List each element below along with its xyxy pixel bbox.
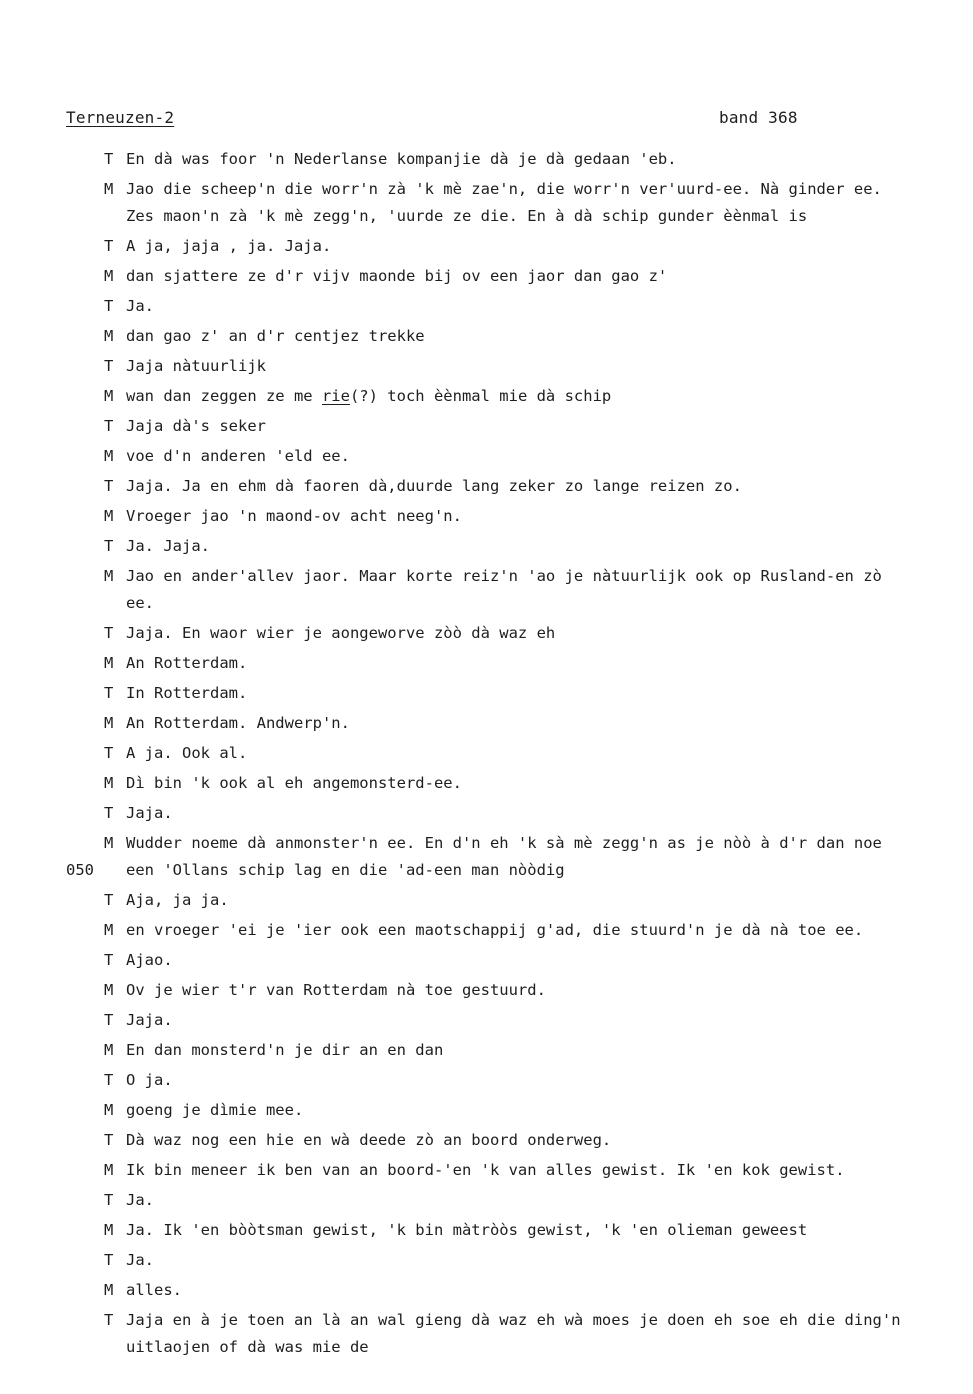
speaker-label: T [104, 150, 114, 168]
transcript-line [0, 357, 973, 387]
speaker-label: M [104, 981, 114, 999]
speaker-label: T [104, 951, 114, 969]
speaker-label: M [104, 654, 114, 672]
utterance-continuation: uitlaojen of dà was mie de [126, 1338, 369, 1356]
utterance-text: goeng je dìmie mee. [126, 1101, 304, 1119]
transcript-line [0, 951, 973, 981]
speaker-label: M [104, 714, 114, 732]
utterance-text: O ja. [126, 1071, 173, 1089]
utterance-text: Jaja. [126, 804, 173, 822]
transcript-line [0, 1221, 973, 1251]
speaker-label: M [104, 921, 114, 939]
utterance-text: A ja, jaja , ja. Jaja. [126, 237, 332, 255]
speaker-label: M [104, 327, 114, 345]
utterance-segment: wan dan zeggen ze me [126, 387, 322, 405]
transcript-line [0, 180, 973, 237]
transcript-line [0, 297, 973, 327]
transcript-line [0, 477, 973, 507]
utterance-text: Ov je wier t'r van Rotterdam nà toe gestuurd. [126, 981, 546, 999]
utterance-text: Jao en ander'allev jaor. Maar korte reiz'n 'ao je nàtuurlijk ook op Rusland-en zò [126, 567, 882, 585]
transcript-line [0, 1191, 973, 1221]
speaker-label: T [104, 537, 114, 555]
document-title: Terneuzen-2 [66, 108, 175, 127]
speaker-label: T [104, 1071, 114, 1089]
transcript-line [0, 981, 973, 1011]
utterance-text: En dan monsterd'n je dir an en dan [126, 1041, 444, 1059]
transcript-line [0, 567, 973, 624]
speaker-label: T [104, 1251, 114, 1269]
transcript-line [0, 891, 973, 921]
transcript-line [0, 1071, 973, 1101]
utterance-text: voe d'n anderen 'eld ee. [126, 447, 350, 465]
transcript-line [0, 744, 973, 774]
transcript-line [0, 150, 973, 180]
utterance-text: Jao die scheep'n die worr'n zà 'k mè zae'n, die worr'n ver'uurd-ee. Nà ginder ee. [126, 180, 882, 198]
utterance-text: Ja. Jaja. [126, 537, 210, 555]
utterance-text: En dà was foor 'n Nederlanse kompanjie dà je dà gedaan 'eb. [126, 150, 677, 168]
speaker-label: T [104, 1311, 114, 1329]
utterance-text: dan sjattere ze d'r vijv maonde bij ov een jaor dan gao z' [126, 267, 668, 285]
transcript-line [0, 1281, 973, 1311]
transcript-line [0, 417, 973, 447]
transcript-line [0, 327, 973, 357]
speaker-label: M [104, 1221, 114, 1239]
transcript-line [0, 774, 973, 804]
utterance-continuation: een 'Ollans schip lag en die 'ad-een man nòòdig [126, 861, 565, 879]
speaker-label: T [104, 237, 114, 255]
speaker-label: T [104, 297, 114, 315]
utterance-text: Dì bin 'k ook al eh angemonsterd-ee. [126, 774, 462, 792]
utterance-text [126, 387, 611, 405]
speaker-label: M [104, 1041, 114, 1059]
utterance-text: A ja. Ook al. [126, 744, 248, 762]
transcript-line [0, 921, 973, 951]
utterance-text: Jaja. Ja en ehm dà faoren dà,duurde lang zeker zo lange reizen zo. [126, 477, 742, 495]
utterance-text: Jaja. En waor wier je aongeworve zòò dà waz eh [126, 624, 556, 642]
transcript-line [0, 1101, 973, 1131]
transcript-line [0, 834, 973, 891]
line-number-marker: 050 [66, 861, 94, 879]
transcript-line [0, 447, 973, 477]
transcript-line [0, 1161, 973, 1191]
speaker-label: M [104, 774, 114, 792]
transcript-line [0, 624, 973, 654]
speaker-label: M [104, 180, 114, 198]
utterance-text: Ja. [126, 297, 154, 315]
speaker-label: T [104, 1191, 114, 1209]
speaker-label: T [104, 477, 114, 495]
transcript-line [0, 654, 973, 684]
speaker-label: M [104, 1101, 114, 1119]
speaker-label: T [104, 804, 114, 822]
transcript-line [0, 267, 973, 297]
speaker-label: M [104, 567, 114, 585]
tape-number: band 368 [719, 108, 798, 127]
transcript-line [0, 237, 973, 267]
utterance-text: Wudder noeme dà anmonster'n ee. En d'n eh 'k sà mè zegg'n as je nòò à d'r dan noe [126, 834, 882, 852]
speaker-label: M [104, 507, 114, 525]
speaker-label: T [104, 1011, 114, 1029]
speaker-label: T [104, 1131, 114, 1149]
utterance-text: Ja. [126, 1191, 154, 1209]
speaker-label: M [104, 267, 114, 285]
speaker-label: T [104, 357, 114, 375]
utterance-segment: (?) toch èènmal mie dà schip [349, 387, 612, 405]
utterance-text: An Rotterdam. Andwerp'n. [126, 714, 350, 732]
speaker-label: T [104, 891, 114, 909]
utterance-text: alles. [126, 1281, 182, 1299]
utterance-text: Jaja en à je toen an là an wal gieng dà waz eh wà moes je doen eh soe eh die ding'n [126, 1311, 901, 1329]
speaker-label: T [104, 624, 114, 642]
utterance-text: en vroeger 'ei je 'ier ook een maotschappij g'ad, die stuurd'n je dà nà toe ee. [126, 921, 864, 939]
utterance-text: An Rotterdam. [126, 654, 248, 672]
transcript-line [0, 537, 973, 567]
utterance-text: Jaja nàtuurlijk [126, 357, 266, 375]
utterance-continuation: ee. [126, 594, 154, 612]
speaker-label: M [104, 834, 114, 852]
utterance-text: In Rotterdam. [126, 684, 248, 702]
utterance-text: Jaja. [126, 1011, 173, 1029]
utterance-text: Dà waz nog een hie en wà deede zò an boord onderweg. [126, 1131, 612, 1149]
utterance-text: dan gao z' an d'r centjez trekke [126, 327, 425, 345]
transcript-line [0, 1251, 973, 1281]
speaker-label: T [104, 417, 114, 435]
utterance-text: Vroeger jao 'n maond-ov acht neeg'n. [126, 507, 462, 525]
utterance-text: Ja. Ik 'en bòòtsman gewist, 'k bin màtròòs gewist, 'k 'en olieman geweest [126, 1221, 808, 1239]
utterance-text: Ja. [126, 1251, 154, 1269]
uncertain-word: rie [321, 387, 350, 405]
transcript-line [0, 684, 973, 714]
utterance-text: Jaja dà's seker [126, 417, 266, 435]
utterance-text: Ik bin meneer ik ben van an boord-'en 'k van alles gewist. Ik 'en kok gewist. [126, 1161, 845, 1179]
transcript-body [0, 150, 973, 1368]
transcript-line [0, 507, 973, 537]
speaker-label: M [104, 447, 114, 465]
transcript-line [0, 1131, 973, 1161]
transcript-line [0, 1041, 973, 1071]
transcript-line [0, 804, 973, 834]
utterance-continuation: Zes maon'n zà 'k mè zegg'n, 'uurde ze die. En à dà schip gunder èènmal is [126, 207, 808, 225]
speaker-label: M [104, 1281, 114, 1299]
speaker-label: T [104, 684, 114, 702]
transcript-line [0, 1011, 973, 1041]
utterance-text: Ajao. [126, 951, 173, 969]
speaker-label: M [104, 387, 114, 405]
transcript-line [0, 387, 973, 417]
transcript-line [0, 1311, 973, 1368]
transcript-line [0, 714, 973, 744]
speaker-label: M [104, 1161, 114, 1179]
speaker-label: T [104, 744, 114, 762]
utterance-text: Aja, ja ja. [126, 891, 229, 909]
